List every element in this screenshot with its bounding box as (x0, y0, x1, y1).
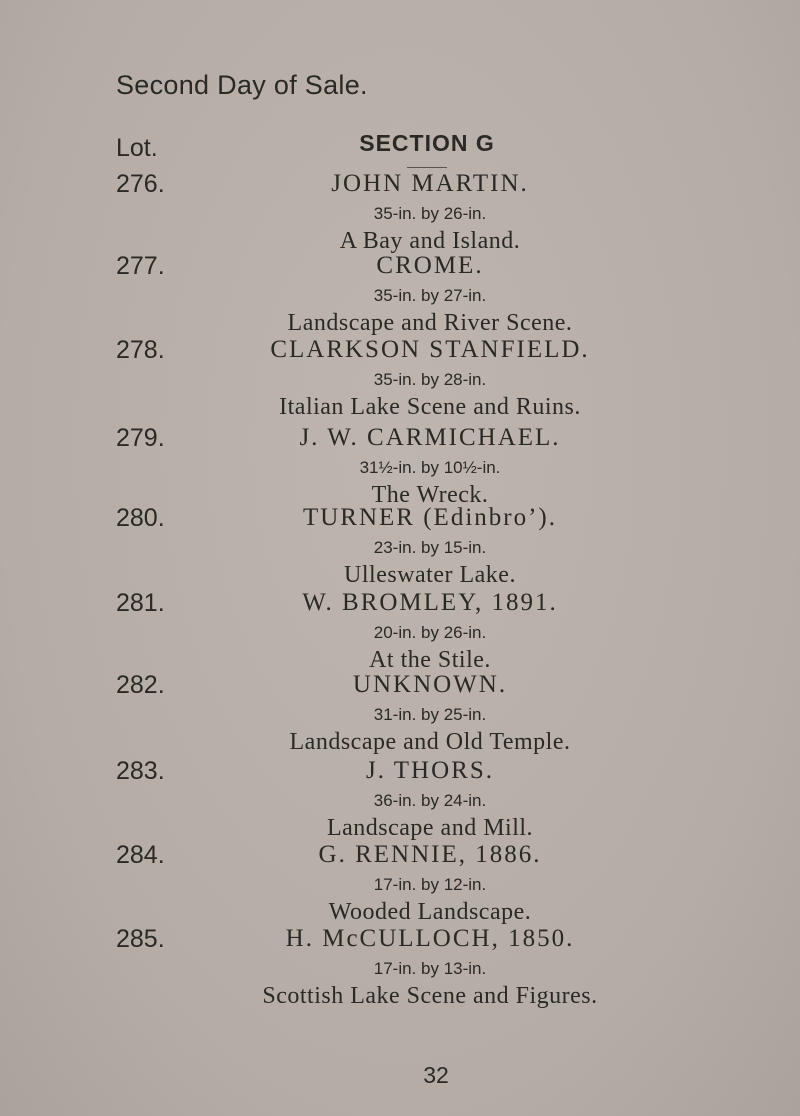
painting-title: The Wreck. (371, 482, 489, 508)
artist-name: J. THORS. (366, 757, 494, 784)
dimensions: 20-in. by 26-in. (373, 623, 487, 642)
painting-title: Landscape and Old Temple. (289, 729, 571, 755)
lot-number: 276. (116, 170, 165, 198)
artist-name: G. RENNIE, 1886. (318, 841, 542, 868)
artist-name: CLARKSON STANFIELD. (270, 336, 590, 363)
section-label: SECTION G (359, 130, 495, 156)
painting-title: A Bay and Island. (339, 228, 521, 254)
lot-column-heading: Lot. (116, 134, 158, 162)
dimensions: 35-in. by 26-in. (373, 204, 487, 223)
painting-title: Landscape and Mill. (326, 815, 534, 841)
section-rule (407, 167, 447, 168)
lot-number: 283. (116, 757, 165, 785)
artist-name: TURNER (Edinbro’). (302, 504, 558, 531)
lot-number: 279. (116, 424, 165, 452)
artist-name: H. McCULLOCH, 1850. (285, 925, 575, 952)
section-heading (357, 130, 497, 168)
lot-number: 285. (116, 925, 165, 953)
artist-name: W. BROMLEY, 1891. (302, 589, 558, 616)
painting-title: Landscape and River Scene. (287, 310, 573, 336)
painting-title: At the Stile. (369, 647, 491, 673)
painting-title: Italian Lake Scene and Ruins. (279, 394, 581, 420)
lot-number: 281. (116, 589, 165, 617)
running-head: Second Day of Sale. (116, 70, 368, 100)
artist-name: J. W. CARMICHAEL. (299, 424, 561, 451)
painting-title: Scottish Lake Scene and Figures. (262, 983, 598, 1009)
lot-number: 280. (116, 504, 165, 532)
painting-title: Ulleswater Lake. (344, 562, 516, 588)
lot-number: 278. (116, 336, 165, 364)
page-number: 32 (423, 1062, 449, 1088)
dimensions: 35-in. by 28-in. (373, 370, 487, 389)
lot-entry (0, 925, 800, 1043)
artist-name: UNKNOWN. (352, 671, 508, 698)
dimensions: 23-in. by 15-in. (373, 538, 487, 557)
artist-name: CROME. (376, 252, 484, 279)
dimensions: 35-in. by 27-in. (373, 286, 487, 305)
painting-title: Wooded Landscape. (328, 899, 532, 925)
dimensions: 36-in. by 24-in. (373, 791, 487, 810)
lot-number: 277. (116, 252, 165, 280)
artist-name: JOHN MARTIN. (331, 170, 529, 197)
lot-number: 282. (116, 671, 165, 699)
dimensions: 31½-in. by 10½-in. (359, 458, 501, 477)
lot-number: 284. (116, 841, 165, 869)
dimensions: 17-in. by 13-in. (373, 959, 487, 978)
dimensions: 17-in. by 12-in. (373, 875, 487, 894)
dimensions: 31-in. by 25-in. (373, 705, 487, 724)
